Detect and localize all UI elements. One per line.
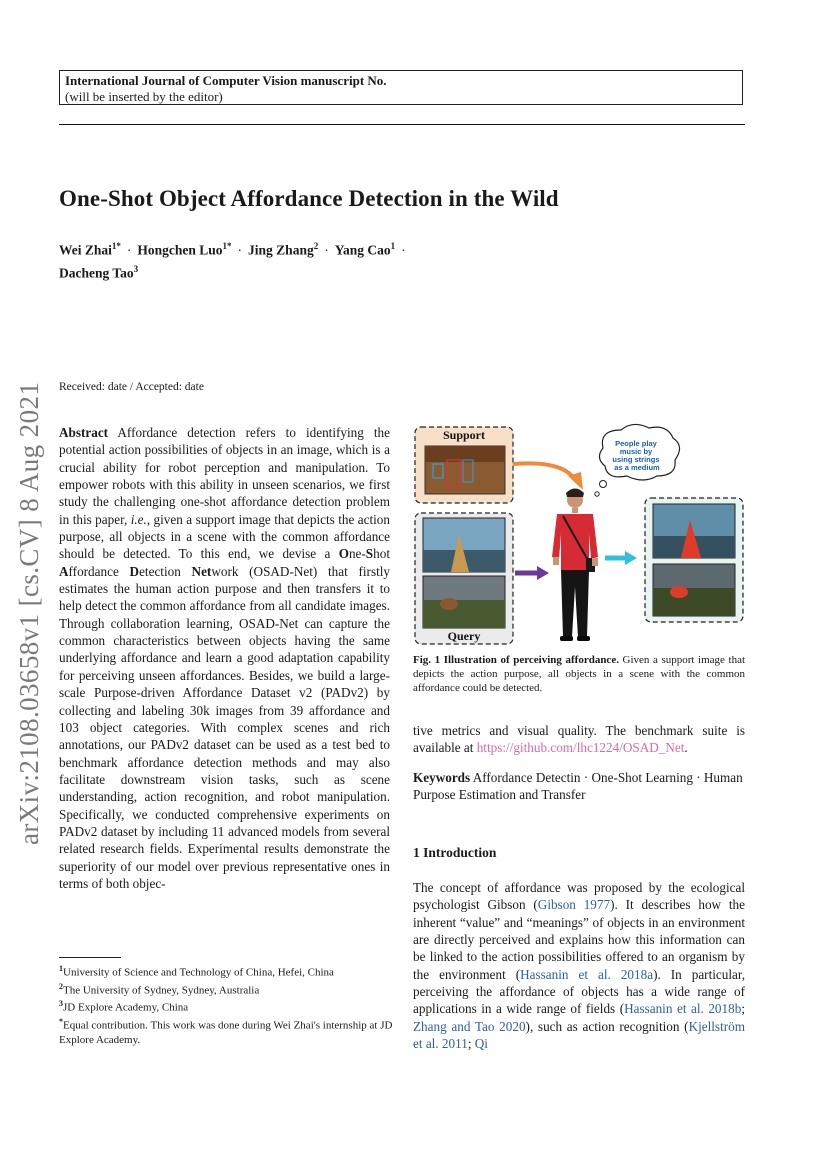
thought-text bbox=[612, 439, 661, 472]
abstract-text: , given a support image that depicts the action purpose, all objects in a scene with the common affordance should be detected. To this end, we devise a bbox=[59, 511, 390, 562]
intro-text: ; bbox=[467, 1036, 475, 1052]
person-left-shoe bbox=[560, 636, 573, 641]
footnote bbox=[59, 962, 393, 980]
abstract-heading: Abstract bbox=[59, 425, 109, 440]
author-affiliation-mark: 1 bbox=[390, 241, 396, 251]
person-right-shoe bbox=[577, 636, 590, 641]
citation-link[interactable]: Gibson 1977 bbox=[537, 897, 611, 913]
person-hair bbox=[566, 489, 584, 498]
author-affiliation-mark: 3 bbox=[133, 263, 139, 274]
author-name: Hongchen Luo bbox=[137, 242, 223, 258]
arxiv-identifier: arXiv:2108.03658v1 [cs.CV] 8 Aug 2021 bbox=[14, 381, 44, 845]
arrowhead-cyan bbox=[625, 551, 637, 565]
abstract-text: Affordance detection refers to identifying the potential action possibilities of objects in an image, which is a crucial ability for robot perception and manipulation. To empower robots with this ability in unseen scenarios, we first study the challenging one-shot affordance detection problem in this paper, bbox=[59, 425, 390, 527]
person-right-hand bbox=[592, 558, 598, 566]
section-heading: 1 Introduction bbox=[413, 845, 497, 860]
net-letter: Net bbox=[191, 563, 212, 579]
caption-heading: Illustration of perceiving affordance. bbox=[443, 654, 619, 666]
intro-text: ; bbox=[741, 1001, 745, 1017]
author-name: Jing Zhang bbox=[248, 242, 314, 258]
person-trousers bbox=[561, 570, 589, 637]
citation-link[interactable]: Kjellström et al. 2011 bbox=[413, 1018, 745, 1052]
journal-header-box bbox=[59, 70, 743, 105]
footnote-mark: 1 bbox=[59, 964, 63, 973]
footnote-text: University of Science and Technology of China, Hefei, China bbox=[63, 966, 334, 979]
footnote bbox=[59, 1015, 393, 1047]
keywords-text: Affordance Detectin · One-Shot Learning · Human Purpose Estimation and Transfer bbox=[413, 770, 743, 803]
abstract bbox=[59, 424, 390, 892]
thought-line: as a medium bbox=[614, 463, 660, 472]
citation-link[interactable]: Qi bbox=[474, 1036, 488, 1052]
author-affiliation-mark: 2 bbox=[313, 241, 319, 251]
caption-label: Fig. 1 bbox=[413, 654, 441, 666]
paper-title: One-Shot Object Affordance Detection in the Wild bbox=[59, 186, 559, 211]
header-rule bbox=[59, 124, 745, 125]
period: . bbox=[684, 740, 688, 756]
footnote-mark: * bbox=[59, 1016, 63, 1026]
author-name: Yang Cao bbox=[334, 242, 391, 258]
intro-text: ). In particular, perceiving the affordance of objects has a wide range of applications in a wide range of fields ( bbox=[413, 966, 746, 1017]
thought-dot-small bbox=[595, 492, 599, 496]
footnote bbox=[59, 980, 393, 998]
author-affiliation-mark: 1* bbox=[222, 241, 232, 251]
editor-note: (will be inserted by the editor) bbox=[65, 89, 223, 104]
footnote-text: JD Explore Academy, China bbox=[63, 1001, 189, 1014]
thought-line: People play bbox=[615, 439, 657, 448]
footnote-text: Equal contribution. This work was done during Wei Zhai's internship at JD Explore Academy. bbox=[59, 1019, 393, 1046]
net-word: ffordance bbox=[68, 563, 119, 579]
keywords bbox=[413, 769, 745, 804]
figure-caption bbox=[413, 653, 745, 695]
thought-line: music by bbox=[619, 447, 653, 456]
affiliation-footnotes bbox=[59, 962, 393, 1047]
abstract-ie: i.e. bbox=[130, 511, 147, 527]
figure-1 bbox=[413, 422, 745, 646]
author-separator: · bbox=[401, 242, 406, 258]
abstract-continuation-text: tive metrics and visual quality. The benchmark suite is available at bbox=[413, 723, 745, 756]
keywords-heading: Keywords bbox=[413, 770, 471, 785]
author-separator: · bbox=[126, 242, 132, 258]
footnote-text: The University of Sydney, Sydney, Australia bbox=[63, 984, 260, 997]
author-affiliation-mark: 1* bbox=[111, 241, 121, 251]
net-letter: O bbox=[338, 546, 349, 562]
query-photo-guitar-ground bbox=[423, 600, 505, 628]
author-list bbox=[59, 237, 519, 282]
support-to-person-arrow bbox=[513, 463, 575, 480]
citation-link[interactable]: Hassanin et al. 2018a bbox=[520, 966, 654, 982]
thought-line: using strings bbox=[612, 455, 660, 464]
guitar-shape bbox=[440, 598, 458, 610]
person-neck bbox=[572, 508, 578, 513]
support-label: Support bbox=[442, 428, 486, 442]
abstract-continuation bbox=[413, 722, 745, 757]
footnote-mark: 3 bbox=[59, 999, 63, 1009]
figure-illustration bbox=[413, 422, 745, 646]
author-separator: · bbox=[237, 242, 243, 258]
intro-text: ), such as action recognition ( bbox=[525, 1018, 689, 1034]
author-name: Wei Zhai bbox=[59, 242, 112, 258]
net-letter: D bbox=[129, 563, 140, 579]
arrowhead-purple bbox=[537, 566, 549, 580]
result-guitar-highlight bbox=[670, 586, 688, 598]
citation-link[interactable]: Hassanin et al. 2018b bbox=[624, 1001, 742, 1017]
caption-text: Given a support image that depicts the action purpose, all objects in a scene with the common affordance could be detected. bbox=[413, 654, 746, 694]
footnote bbox=[59, 997, 393, 1015]
net-word: hot bbox=[373, 546, 390, 562]
net-word: work bbox=[211, 563, 239, 579]
author-separator: · bbox=[324, 242, 329, 258]
net-word: etection bbox=[139, 563, 192, 579]
github-link[interactable]: https://github.com/lhc1224/OSAD_Net bbox=[476, 740, 685, 756]
query-label: Query bbox=[447, 629, 481, 643]
footnote-mark: 2 bbox=[59, 981, 63, 991]
intro-text: ). It describes how the inherent “value” and “meanings” of objects in an environment are directly perceived and explains how this information can be linked to the action possibilities offered to an organism by the environment ( bbox=[413, 897, 745, 982]
net-letter: S bbox=[365, 546, 374, 562]
person-left-hand bbox=[553, 557, 559, 565]
footnote-rule bbox=[59, 957, 121, 958]
journal-name: International Journal of Computer Vision manuscript No. bbox=[65, 73, 387, 88]
net-letter: A bbox=[59, 563, 69, 579]
net-word: ne- bbox=[348, 546, 366, 562]
intro-text: The concept of affordance was proposed by the ecological psychologist Gibson ( bbox=[413, 880, 745, 913]
thought-dot-large bbox=[600, 481, 607, 488]
received-date: Received: date / Accepted: date bbox=[59, 381, 204, 393]
author-name: Dacheng Tao bbox=[59, 265, 134, 280]
result-photo-guitar-ground bbox=[653, 588, 735, 616]
citation-link[interactable]: Zhang and Tao 2020 bbox=[413, 1018, 526, 1034]
abstract-text: (OSAD-Net) that firstly estimates the human action purpose and then transfers it to help detect the common affordance from all candidate images. Through collaboration learning, OSAD-Net can capture the common characteristics between objects having the same underlying affordance and learn a good adaptation capability for perceiving unseen affordances. Besides, we build a large-scale Purpose-driven Affordance Dataset v2 (PADv2) by collecting and labeling 30k images from 39 affordance and 103 object categories. With complex scenes and rich annotations, our PADv2 dataset can be used as a test bed to benchmark affordance detection methods and may also facilitate downstream vision tasks, such as scene understanding, action recognition, and robot manipulation. Specifically, we conducted comprehensive experiments on PADv2 dataset by including 11 advanced models from several related research fields. Experimental results demonstrate the superiority of our model over previous representative ones in terms of both objec- bbox=[59, 563, 390, 891]
introduction-paragraph bbox=[413, 879, 745, 1052]
